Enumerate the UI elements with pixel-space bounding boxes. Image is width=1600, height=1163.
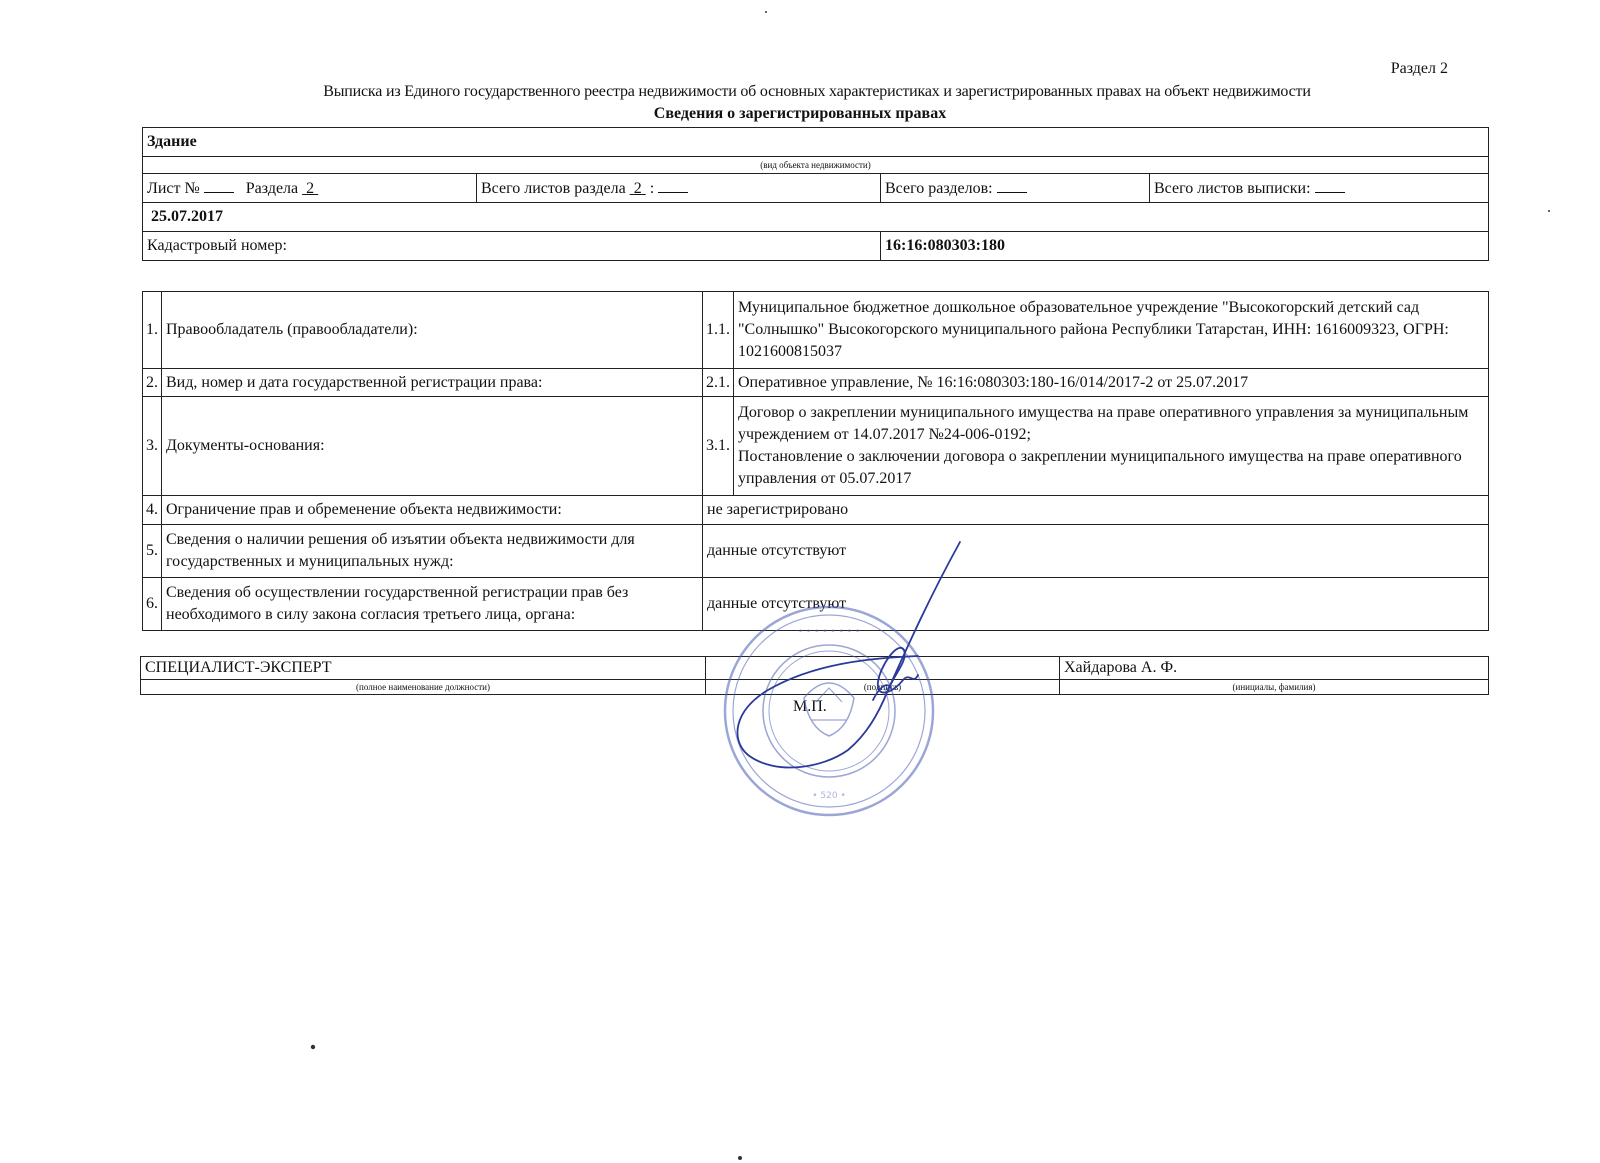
svg-text:• • • • • • • •: • • • • • • • •	[797, 627, 861, 637]
row-label: Ограничение прав и обременение объекта недвижимости:	[162, 496, 703, 525]
row-number: 4.	[143, 496, 162, 525]
row-number: 5.	[143, 525, 162, 578]
signer-name: Хайдарова А. Ф.	[1060, 657, 1489, 680]
row-value: Оперативное управление, № 16:16:080303:180-16/014/2017-2 от 25.07.2017	[734, 369, 1489, 397]
total-extract-sheets-label: Всего листов выписки:	[1154, 180, 1311, 197]
section-label: Раздел 2	[1390, 60, 1448, 77]
position-caption: (полное наименование должности)	[141, 680, 706, 695]
row-subnumber: 1.1.	[703, 292, 734, 369]
row-value-line-1: Договор о закреплении муниципального имущества на праве оперативного управления за муниципальным учреждением от 14.07.2017 №24-006-0192;	[738, 404, 1469, 443]
row-value	[734, 397, 1489, 496]
table-row	[143, 369, 1489, 397]
sheet-label: Лист №	[147, 180, 200, 197]
row-label: Документы-основания:	[162, 397, 703, 496]
total-sections-blank	[997, 178, 1027, 193]
total-extract-sheets-info	[1150, 174, 1489, 203]
signature-caption: (подпись)	[706, 680, 1060, 695]
cadastral-number: 16:16:080303:180	[881, 232, 1489, 261]
row-subnumber: 3.1.	[703, 397, 734, 496]
handwritten-signature-icon	[728, 540, 988, 780]
section-sheets-blank	[658, 178, 688, 193]
stamp-place-label: М.П.	[793, 698, 827, 715]
document-subtitle: Сведения о зарегистрированных правах	[653, 105, 947, 122]
total-extract-sheets-blank	[1315, 178, 1345, 193]
section-value: 2	[306, 180, 315, 197]
sheet-blank	[204, 178, 234, 193]
section-label-cell: Раздела	[245, 180, 299, 197]
cadastral-label: Кадастровый номер:	[143, 232, 881, 261]
position-title: СПЕЦИАЛИСТ-ЭКСПЕРТ	[141, 657, 706, 680]
section-sheets-label: Всего листов раздела	[481, 180, 626, 197]
row-value: Муниципальное бюджетное дошкольное образовательное учреждение "Высокогорский детский сад "Солнышко" Высокогорского муниципального района Республики Татарстан, ИНН: 1616009323, ОГРН: 1021600815037	[734, 292, 1489, 369]
section-sheets-info: Всего листов раздела 2 :	[477, 174, 881, 203]
row-value-line-2: Постановление о заключении договора о закреплении муниципального имущества на праве оперативного управления от 05.07.2017	[738, 448, 1462, 487]
svg-text:• 520 •: • 520 •	[812, 791, 846, 801]
section-sheets-value: 2	[633, 180, 642, 197]
name-caption: (инициалы, фамилия)	[1060, 680, 1489, 695]
extract-date: 25.07.2017	[143, 203, 1489, 232]
document-title: Выписка из Единого государственного реестра недвижимости об основных характеристиках и зарегистрированных правах на объект недвижимости	[323, 83, 1311, 100]
row-number: 6.	[143, 578, 162, 631]
table-row	[143, 397, 1489, 496]
row-subnumber: 2.1.	[703, 369, 734, 397]
row-label: Правообладатель (правообладатели):	[162, 292, 703, 369]
row-label: Сведения об осуществлении государственной регистрации прав без необходимого в силу закона согласия третьего лица, органа:	[162, 578, 703, 631]
object-header-table	[142, 127, 1489, 261]
object-type-caption: (вид объекта недвижимости)	[143, 157, 1489, 174]
row-number: 1.	[143, 292, 162, 369]
row-value: не зарегистрировано	[703, 496, 1489, 525]
object-type: Здание	[143, 128, 1489, 157]
sheet-info	[143, 174, 477, 203]
row-number: 2.	[143, 369, 162, 397]
total-sections-label: Всего разделов:	[885, 180, 993, 197]
table-row	[143, 292, 1489, 369]
row-number: 3.	[143, 397, 162, 496]
row-label: Вид, номер и дата государственной регистрации права:	[162, 369, 703, 397]
row-label: Сведения о наличии решения об изъятии объекта недвижимости для государственных и муниципальных нужд:	[162, 525, 703, 578]
total-sections-info	[881, 174, 1150, 203]
row-value: данные отсутствуют	[703, 578, 1489, 631]
table-row	[143, 496, 1489, 525]
row-value: данные отсутствуют	[703, 525, 1489, 578]
